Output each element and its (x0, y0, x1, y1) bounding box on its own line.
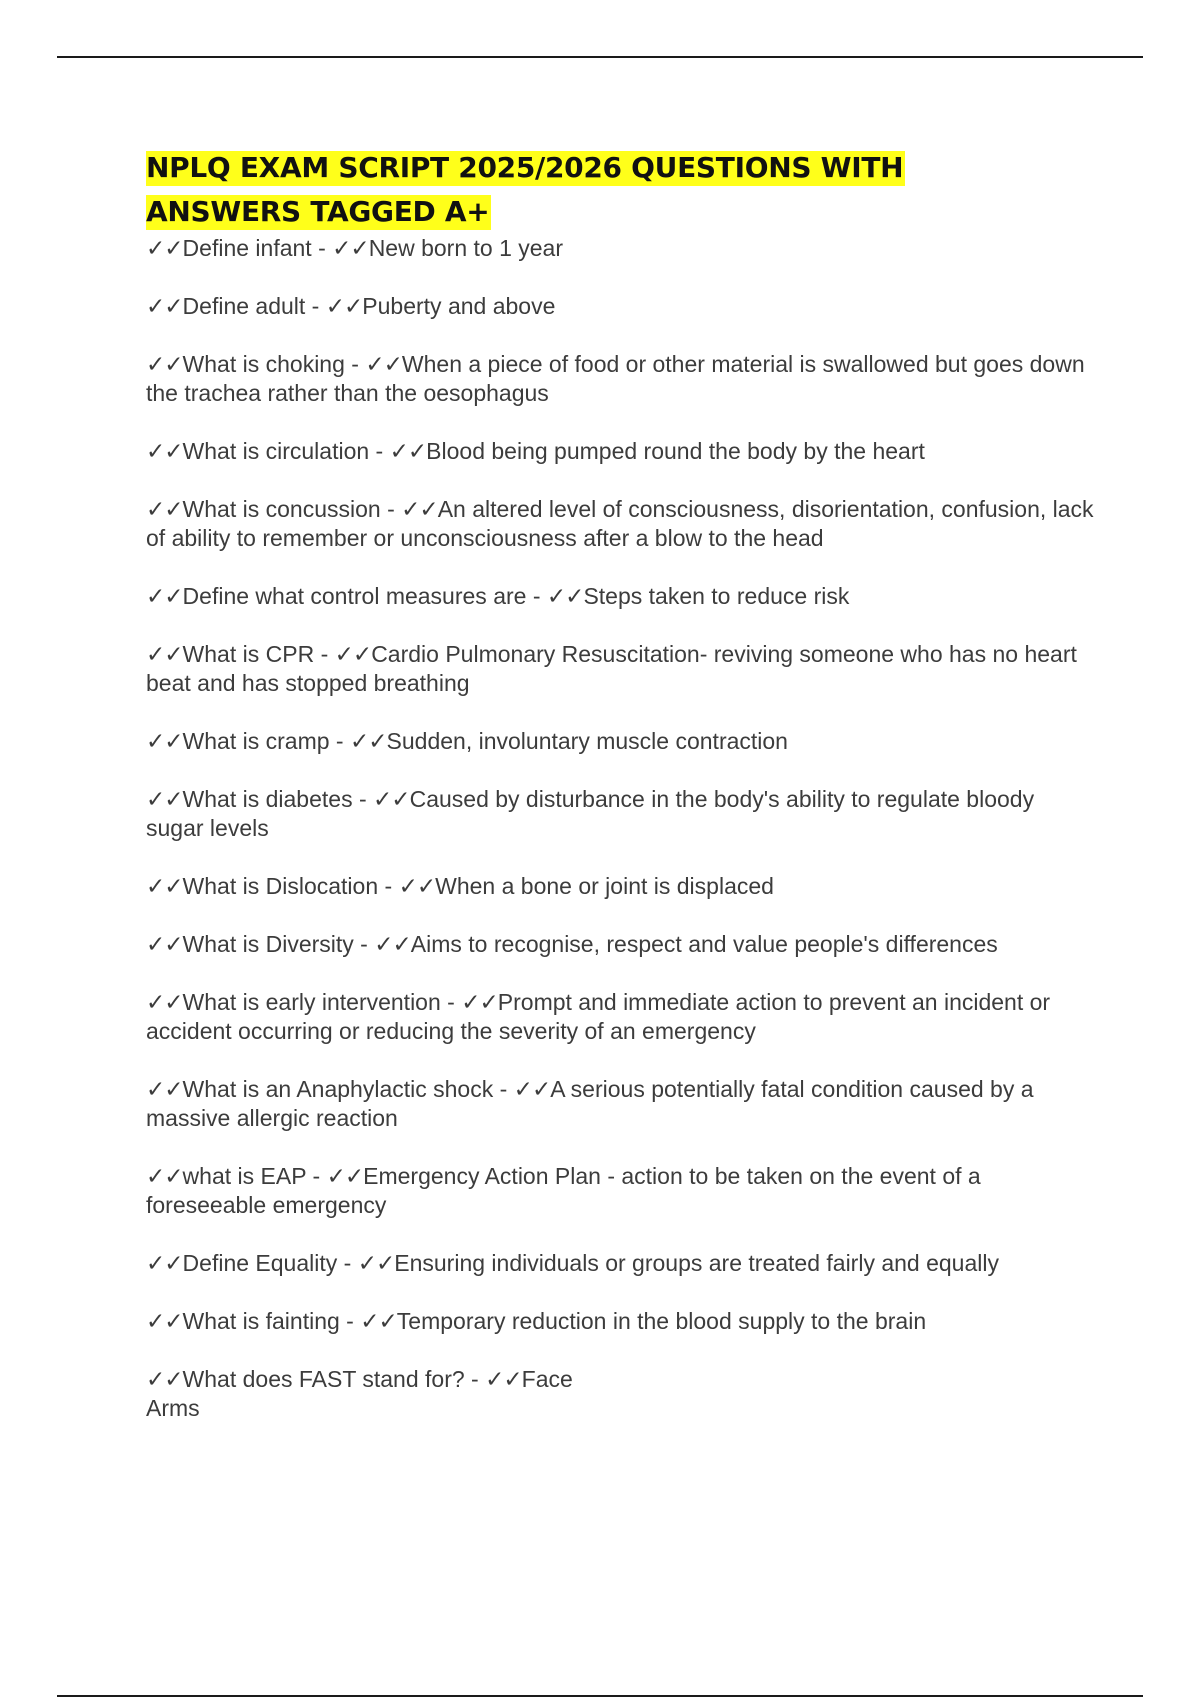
answer-text: Prompt and immediate action to prevent an incident or accident occurring or reducing the severity of an emergency (146, 989, 1051, 1044)
check-icon: ✓✓ (365, 351, 402, 377)
document-body (146, 146, 1096, 1423)
separator: - (353, 931, 375, 957)
separator: - (305, 293, 326, 319)
qa-item (146, 292, 1096, 321)
check-icon: ✓✓ (146, 1250, 183, 1276)
qa-item (146, 437, 1096, 466)
question-text: What is Diversity (182, 931, 354, 957)
check-icon: ✓✓ (146, 438, 183, 464)
check-icon: ✓✓ (146, 786, 183, 812)
check-icon: ✓✓ (334, 641, 372, 667)
qa-item (146, 930, 1096, 959)
qa-item (146, 640, 1096, 698)
check-icon: ✓✓ (146, 235, 183, 261)
separator: - (380, 496, 402, 522)
question-text: What is diabetes (182, 786, 353, 812)
check-icon: ✓✓ (332, 235, 369, 261)
answer-text: Sudden, involuntary muscle contraction (386, 728, 788, 754)
qa-list (146, 234, 1096, 1423)
check-icon: ✓✓ (461, 989, 498, 1015)
qa-item (146, 1249, 1096, 1278)
question-text: What is circulation (182, 438, 370, 464)
answer-text: When a piece of food or other material is swallowed but goes down the trachea rather than the oesophagus (146, 351, 1085, 406)
answer-text: Emergency Action Plan - action to be taken on the event of a foreseeable emergency (146, 1163, 981, 1218)
question-text: What is concussion (182, 496, 381, 522)
check-icon: ✓✓ (146, 931, 183, 957)
question-text: What is an Anaphylactic shock (182, 1076, 494, 1102)
question-text: Define adult (182, 293, 306, 319)
answer-text: When a bone or joint is displaced (435, 873, 774, 899)
check-icon: ✓✓ (374, 931, 411, 957)
answer-text: Face (521, 1366, 573, 1392)
qa-item (146, 1075, 1096, 1133)
check-icon: ✓✓ (146, 1076, 183, 1102)
question-text: Define infant (182, 235, 312, 261)
separator: - (314, 641, 335, 667)
separator: - (378, 873, 399, 899)
qa-item (146, 350, 1096, 408)
answer-text: Steps taken to reduce risk (583, 583, 850, 609)
answer-text: A serious potentially fatal condition caused by a massive allergic reaction (146, 1076, 1034, 1131)
answer-text: An altered level of consciousness, disorientation, confusion, lack of ability to remember or unconsciousness after a blow to the head (146, 496, 1094, 551)
check-icon: ✓✓ (146, 641, 183, 667)
question-text: What is early intervention (182, 989, 441, 1015)
separator: - (369, 438, 390, 464)
check-icon: ✓✓ (146, 989, 183, 1015)
check-icon: ✓✓ (485, 1366, 522, 1392)
qa-item (146, 582, 1096, 611)
answer-text: Puberty and above (362, 293, 556, 319)
separator: - (352, 786, 374, 812)
answer-text: Temporary reduction in the blood supply to the brain (396, 1308, 927, 1334)
document-title (146, 146, 1096, 234)
separator: - (493, 1076, 514, 1102)
check-icon: ✓✓ (146, 1163, 183, 1189)
check-icon: ✓✓ (325, 293, 363, 319)
check-icon: ✓✓ (398, 873, 436, 899)
check-icon: ✓✓ (146, 873, 183, 899)
answer-text-line2: Arms (146, 1395, 200, 1421)
qa-item (146, 988, 1096, 1046)
question-text: What is Dislocation (182, 873, 379, 899)
check-icon: ✓✓ (389, 438, 427, 464)
question-text: What does FAST stand for? (182, 1366, 465, 1392)
check-icon: ✓✓ (513, 1076, 551, 1102)
question-text: What is cramp (182, 728, 330, 754)
separator: - (311, 235, 333, 261)
answer-text: New born to 1 year (368, 235, 564, 261)
check-icon: ✓✓ (373, 786, 410, 812)
answer-text: Caused by disturbance in the body's ability to regulate bloody sugar levels (146, 786, 1035, 841)
separator: - (440, 989, 462, 1015)
title-line-1: NPLQ EXAM SCRIPT 2025/2026 QUESTIONS WITH (146, 151, 904, 184)
qa-item (146, 1365, 1096, 1423)
check-icon: ✓✓ (146, 351, 183, 377)
qa-item (146, 1162, 1096, 1220)
qa-item (146, 1307, 1096, 1336)
qa-item (146, 234, 1096, 263)
check-icon: ✓✓ (349, 728, 387, 754)
question-text: What is CPR (182, 641, 315, 667)
bottom-rule (57, 1695, 1143, 1697)
answer-text: Ensuring individuals or groups are treated fairly and equally (394, 1250, 999, 1276)
check-icon: ✓✓ (146, 728, 183, 754)
answer-text: Cardio Pulmonary Resuscitation- reviving someone who has no heart beat and has stopped breathing (146, 641, 1077, 696)
check-icon: ✓✓ (401, 496, 438, 522)
title-line-2: ANSWERS TAGGED A+ (146, 195, 490, 228)
question-text: what is EAP (182, 1163, 307, 1189)
check-icon: ✓✓ (360, 1308, 397, 1334)
check-icon: ✓✓ (146, 583, 183, 609)
check-icon: ✓✓ (146, 293, 183, 319)
question-text: Define what control measures are (182, 583, 527, 609)
question-text: What is choking (182, 351, 345, 377)
qa-item (146, 495, 1096, 553)
separator: - (339, 1308, 361, 1334)
question-text: What is fainting (182, 1308, 340, 1334)
top-rule (57, 56, 1143, 58)
qa-item (146, 727, 1096, 756)
check-icon: ✓✓ (146, 496, 183, 522)
question-text: Define Equality (182, 1250, 338, 1276)
check-icon: ✓✓ (146, 1366, 183, 1392)
separator: - (464, 1366, 486, 1392)
check-icon: ✓✓ (326, 1163, 364, 1189)
check-icon: ✓✓ (357, 1250, 395, 1276)
separator: - (344, 351, 366, 377)
answer-text: Aims to recognise, respect and value people's differences (410, 931, 998, 957)
separator: - (337, 1250, 358, 1276)
check-icon: ✓✓ (146, 1308, 183, 1334)
check-icon: ✓✓ (546, 583, 584, 609)
separator: - (526, 583, 547, 609)
qa-item (146, 785, 1096, 843)
answer-text: Blood being pumped round the body by the heart (426, 438, 925, 464)
separator: - (306, 1163, 327, 1189)
qa-item (146, 872, 1096, 901)
separator: - (329, 728, 350, 754)
